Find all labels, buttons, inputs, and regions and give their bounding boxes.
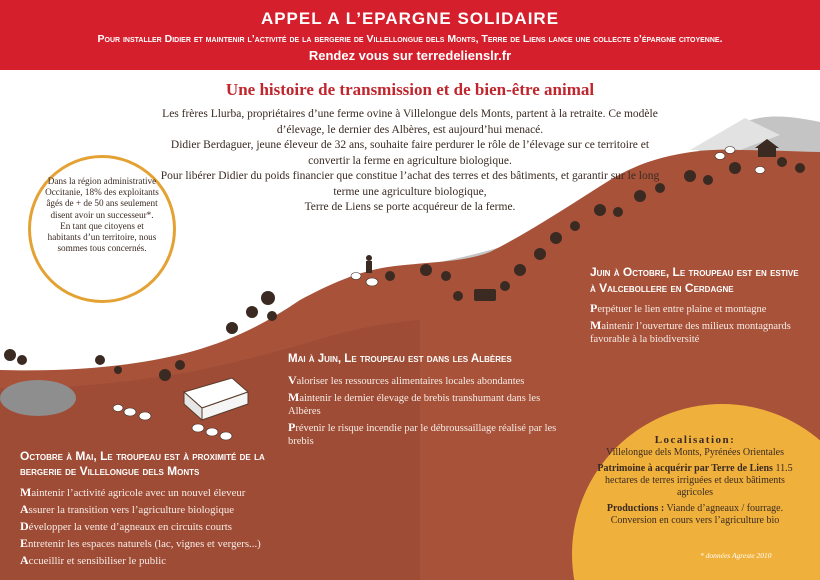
list-item: Maintenir le dernier élevage de brebis transhumant dans les Albères [288,390,541,417]
productions-label: Productions : [606,503,665,514]
list-item: Perpétuer le lien entre plaine et montagne [590,301,767,315]
section-octobre-mai-title: Octobre à Mai, Le troupeau est à proximité de la bergerie de Villelongue dels Monts [20,449,265,478]
appeal-banner [0,0,820,70]
location-box [590,434,800,527]
list-item: Accueillir et sensibiliser le public [20,553,166,567]
list-item: Valoriser les ressources alimentaires locales abondantes [288,373,525,387]
list-item: Maintenir l’ouverture des milieux montagnards favorable à la biodiversité [590,318,791,345]
shepherd-figure [366,255,372,273]
patrimoine-label: Patrimoine à acquérir par Terre de Liens [597,463,773,474]
productions-value: Viande d’agneaux / fourrage. Conversion en cours vers l’agriculture bio [610,503,784,526]
list-item: Développer la vente d’agneaux en circuits courts [20,519,232,533]
truck [474,289,496,301]
intro-paragraph: Les frères Llurba, propriétaires d’une ferme ovine à Villelongue dels Monts, partent à la retraite. Ce modèle d’élevage, le dernier des Albères, est aujourd’hui menacé. [162,108,658,136]
banner-subtitle: Pour installer Didier et maintenir l’activité de la bergerie de Villellongue dels Monts, Terre de Liens lance une collecte d’épargne citoyenne. [97,33,723,45]
list-item: Entretenir les espaces naturels (lac, vignes et vergers...) [20,536,261,550]
patrimoine-value: 11.5 hectares de terres irriguées et deux bâtiments agricoles [605,463,793,498]
successor-stat-text: Dans la région administrative Occitanie, 18% des exploitants âgés de + de 50 ans seulement disent avoir un successeur*. En tant que citoyens et habitants d’un territoire, nous sommes tous concernés. [45,176,159,254]
location-place: Villelongue dels Monts, Pyrénées Orientales [606,447,784,458]
list-item: Maintenir l’activité agricole avec un nouvel éleveur [20,485,246,499]
story-intro [150,107,670,216]
list-item: Prévenir le risque incendie par le débroussaillage réalisé par les brebis [288,420,557,447]
banner-title: APPEL A L’EPARGNE SOLIDAIRE [260,9,560,28]
section-juin-octobre-list [590,302,805,349]
section-mai-juin-list [288,374,558,451]
intro-paragraph: Terre de Liens se porte acquéreur de la ferme. [304,201,516,213]
lake [0,380,76,416]
patrimoine-block [590,463,800,499]
source-footnote: * données Agreste 2010 [700,551,772,560]
list-item: Assurer la transition vers l’agriculture biologique [20,502,235,516]
section-octobre-mai-list [20,484,270,569]
banner-link[interactable]: Rendez vous sur terredelienslr.fr [308,48,512,63]
intro-paragraph: Didier Berdaguer, jeune éleveur de 32 ans, souhaite faire perdurer le rôle de l’élevage sur ce territoire et convertir la ferme en agriculture biologique. [170,139,650,167]
section-mai-juin-title: Mai à Juin, Le troupeau est dans les Albères [288,353,512,365]
story-title: Une histoire de transmission et de bien-être animal [225,80,595,99]
productions-block [590,503,800,527]
intro-paragraph: Pour libérer Didier du poids financier que constitue l’achat des terres et des bâtiments, et garantir sur le long terme une agriculture biologique, [160,170,660,198]
section-juin-octobre-title: Juin à Octobre, Le troupeau est en estive à Valcebollere en Cerdagne [590,265,799,295]
location-title: Localisation: [654,434,736,446]
